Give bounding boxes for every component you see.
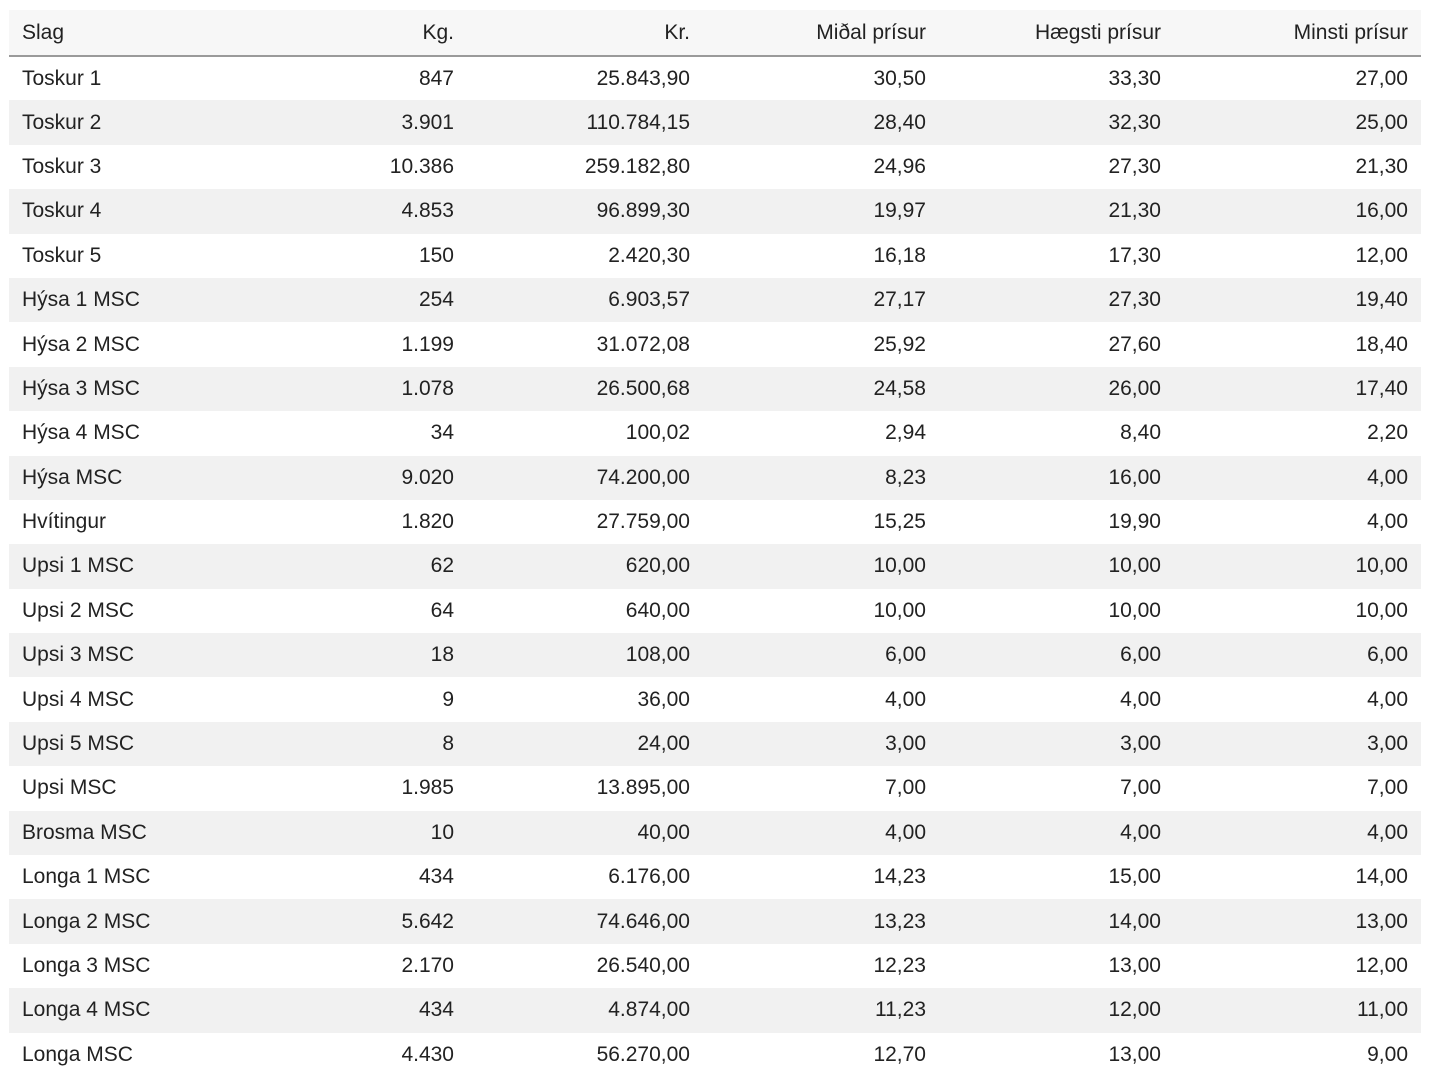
cell-kr: 26.540,00	[596, 954, 690, 977]
cell-lowest-price: 6,00	[1367, 643, 1408, 667]
cell-lowest-price: 3,00	[1367, 732, 1408, 756]
cell-kr: 100,02	[625, 421, 690, 445]
cell-lowest-price: 11,00	[1357, 998, 1408, 1022]
cell-highest-price: 10,00	[1108, 554, 1161, 578]
cell-lowest-price: 9,00	[1367, 1042, 1408, 1066]
cell-species: Hýsa 2 MSC	[22, 332, 140, 356]
table-row	[9, 500, 1421, 544]
cell-lowest-price: 27,00	[1355, 66, 1408, 90]
cell-kg: 10.386	[389, 154, 454, 178]
column-header-kr[interactable]: Kr.	[664, 20, 690, 44]
cell-kg: 150	[418, 243, 454, 267]
cell-highest-price: 27,30	[1108, 288, 1161, 312]
cell-lowest-price: 4,00	[1367, 687, 1408, 711]
cell-kr: 74.646,00	[596, 909, 690, 933]
table-row	[9, 633, 1421, 677]
table-row	[9, 544, 1421, 588]
cell-species: Longa 1 MSC	[22, 865, 151, 889]
cell-kg: 1.820	[401, 510, 454, 534]
table-row	[9, 811, 1421, 855]
cell-kr: 13.895,00	[596, 776, 690, 800]
table-body	[9, 56, 1421, 1077]
cell-kg: 1.078	[401, 376, 454, 400]
cell-average-price: 30,50	[873, 66, 926, 90]
cell-average-price: 3,00	[885, 732, 926, 756]
cell-lowest-price: 12,00	[1355, 243, 1408, 267]
cell-kr: 108,00	[625, 643, 690, 667]
cell-species: Toskur 1	[22, 66, 102, 90]
cell-species: Upsi 1 MSC	[22, 554, 135, 578]
cell-highest-price: 32,30	[1108, 110, 1161, 134]
cell-kr: 26.500,68	[596, 376, 690, 400]
cell-lowest-price: 14,00	[1355, 865, 1408, 889]
cell-highest-price: 13,00	[1108, 954, 1161, 977]
cell-highest-price: 16,00	[1108, 465, 1161, 489]
header-row	[9, 10, 1421, 56]
cell-highest-price: 17,30	[1108, 243, 1161, 267]
cell-species: Hýsa MSC	[22, 465, 123, 489]
cell-kr: 640,00	[625, 598, 690, 622]
cell-species: Upsi 3 MSC	[22, 643, 135, 667]
cell-average-price: 11,23	[875, 998, 926, 1022]
cell-average-price: 12,70	[873, 1042, 926, 1066]
cell-kr: 27.759,00	[596, 510, 690, 534]
cell-kr: 24,00	[637, 732, 690, 756]
table-row	[9, 411, 1421, 455]
table-row	[9, 899, 1421, 943]
table-row	[9, 56, 1421, 100]
cell-kg: 4.853	[401, 199, 454, 223]
cell-species: Upsi 5 MSC	[22, 732, 135, 756]
cell-species: Brosma MSC	[22, 820, 147, 844]
cell-lowest-price: 13,00	[1355, 909, 1408, 933]
cell-average-price: 24,58	[873, 376, 926, 400]
cell-kr: 36,00	[637, 687, 690, 711]
cell-average-price: 27,17	[873, 288, 926, 312]
cell-kg: 434	[418, 998, 454, 1022]
cell-species: Toskur 4	[22, 199, 102, 223]
cell-average-price: 13,23	[873, 909, 926, 933]
cell-kr: 110.784,15	[586, 110, 690, 134]
cell-highest-price: 12,00	[1108, 998, 1161, 1022]
cell-species: Toskur 2	[22, 110, 102, 134]
cell-species: Upsi 4 MSC	[22, 687, 135, 711]
cell-highest-price: 3,00	[1120, 732, 1161, 756]
cell-average-price: 28,40	[873, 110, 926, 134]
cell-species: Toskur 5	[22, 243, 102, 267]
table-row	[9, 988, 1421, 1032]
cell-kr: 31.072,08	[596, 332, 690, 356]
cell-kg: 847	[418, 66, 454, 90]
cell-lowest-price: 18,40	[1355, 332, 1408, 356]
cell-highest-price: 4,00	[1120, 687, 1161, 711]
cell-average-price: 12,23	[873, 954, 926, 977]
cell-kg: 5.642	[401, 909, 454, 933]
column-header-lowest-price[interactable]: Minsti prísur	[1293, 20, 1408, 44]
table-row	[9, 1033, 1421, 1077]
cell-lowest-price: 17,40	[1355, 376, 1408, 400]
cell-lowest-price: 25,00	[1355, 110, 1408, 134]
cell-kg: 434	[418, 865, 454, 889]
cell-lowest-price: 4,00	[1367, 510, 1408, 534]
cell-kr: 25.843,90	[596, 66, 690, 90]
cell-kg: 2.170	[401, 954, 454, 977]
table-row	[9, 589, 1421, 633]
cell-highest-price: 21,30	[1108, 199, 1161, 223]
cell-lowest-price: 12,00	[1355, 954, 1408, 977]
table-row	[9, 278, 1421, 322]
cell-species: Toskur 3	[22, 154, 102, 178]
cell-kr: 6.176,00	[608, 865, 690, 889]
table-row	[9, 944, 1421, 988]
cell-kg: 8	[442, 732, 454, 756]
table-row	[9, 855, 1421, 899]
cell-lowest-price: 19,40	[1355, 288, 1408, 312]
cell-species: Longa MSC	[22, 1042, 133, 1066]
cell-average-price: 16,18	[873, 243, 926, 267]
cell-lowest-price: 16,00	[1355, 199, 1408, 223]
cell-lowest-price: 4,00	[1367, 820, 1408, 844]
cell-lowest-price: 10,00	[1355, 554, 1408, 578]
cell-average-price: 10,00	[873, 554, 926, 578]
cell-species: Upsi 2 MSC	[22, 598, 135, 622]
table-row	[9, 322, 1421, 366]
table-row	[9, 145, 1421, 189]
table-row	[9, 722, 1421, 766]
cell-average-price: 15,25	[873, 510, 926, 534]
cell-average-price: 25,92	[873, 332, 926, 356]
cell-species: Longa 3 MSC	[22, 954, 151, 977]
cell-highest-price: 26,00	[1108, 376, 1161, 400]
cell-average-price: 19,97	[873, 199, 926, 223]
cell-highest-price: 10,00	[1108, 598, 1161, 622]
cell-kr: 620,00	[625, 554, 690, 578]
cell-highest-price: 33,30	[1108, 66, 1161, 90]
cell-lowest-price: 2,20	[1367, 421, 1408, 445]
cell-average-price: 8,23	[885, 465, 926, 489]
cell-average-price: 7,00	[885, 776, 926, 800]
cell-highest-price: 6,00	[1120, 643, 1161, 667]
cell-lowest-price: 4,00	[1367, 465, 1408, 489]
cell-kg: 3.901	[401, 110, 454, 134]
cell-kr: 259.182,80	[584, 154, 690, 178]
cell-kg: 1.985	[401, 776, 454, 800]
cell-species: Hýsa 3 MSC	[22, 376, 140, 400]
cell-kg: 254	[418, 288, 454, 312]
table-row	[9, 456, 1421, 500]
cell-kg: 1.199	[401, 332, 454, 356]
cell-average-price: 24,96	[873, 154, 926, 178]
cell-kg: 64	[430, 598, 454, 622]
cell-average-price: 2,94	[885, 421, 926, 445]
cell-average-price: 4,00	[885, 687, 926, 711]
cell-kr: 40,00	[637, 820, 690, 844]
cell-species: Longa 2 MSC	[22, 909, 151, 933]
cell-highest-price: 15,00	[1108, 865, 1161, 889]
cell-highest-price: 19,90	[1108, 510, 1161, 534]
column-header-average-price[interactable]: Miðal prísur	[816, 20, 926, 44]
cell-kg: 18	[430, 643, 454, 667]
cell-highest-price: 7,00	[1120, 776, 1161, 800]
cell-kg: 10	[430, 820, 454, 844]
cell-kr: 4.874,00	[608, 998, 690, 1022]
cell-kr: 6.903,57	[608, 288, 690, 312]
cell-highest-price: 8,40	[1120, 421, 1161, 445]
cell-kg: 34	[430, 421, 454, 445]
cell-kg: 62	[430, 554, 454, 578]
cell-kg: 9	[442, 687, 454, 711]
cell-highest-price: 4,00	[1120, 820, 1161, 844]
price-table	[9, 10, 1421, 1077]
cell-lowest-price: 10,00	[1355, 598, 1408, 622]
cell-lowest-price: 21,30	[1355, 154, 1408, 178]
table-row	[9, 100, 1421, 144]
cell-highest-price: 27,60	[1108, 332, 1161, 356]
cell-species: Upsi MSC	[22, 776, 117, 800]
table-row	[9, 234, 1421, 278]
cell-average-price: 4,00	[885, 820, 926, 844]
table-header	[9, 10, 1421, 56]
cell-species: Hýsa 1 MSC	[22, 288, 140, 312]
cell-species: Hýsa 4 MSC	[22, 421, 140, 445]
table-row	[9, 367, 1421, 411]
cell-average-price: 6,00	[885, 643, 926, 667]
cell-kg: 4.430	[401, 1042, 454, 1066]
cell-kr: 2.420,30	[608, 243, 690, 267]
cell-average-price: 10,00	[873, 598, 926, 622]
column-header-slag[interactable]: Slag	[22, 20, 65, 44]
cell-average-price: 14,23	[873, 865, 926, 889]
cell-lowest-price: 7,00	[1367, 776, 1408, 800]
cell-highest-price: 13,00	[1108, 1042, 1161, 1066]
table-row	[9, 189, 1421, 233]
column-header-kg[interactable]: Kg.	[422, 20, 454, 44]
table-row	[9, 677, 1421, 721]
cell-highest-price: 27,30	[1108, 154, 1161, 178]
cell-species: Longa 4 MSC	[22, 998, 151, 1022]
cell-species: Hvítingur	[22, 510, 107, 534]
cell-highest-price: 14,00	[1108, 909, 1161, 933]
table-row	[9, 766, 1421, 810]
cell-kr: 74.200,00	[596, 465, 690, 489]
cell-kr: 96.899,30	[596, 199, 690, 223]
cell-kr: 56.270,00	[596, 1042, 690, 1066]
price-table-container	[9, 10, 1421, 1077]
column-header-highest-price[interactable]: Hægsti prísur	[1034, 20, 1161, 44]
cell-kg: 9.020	[401, 465, 454, 489]
